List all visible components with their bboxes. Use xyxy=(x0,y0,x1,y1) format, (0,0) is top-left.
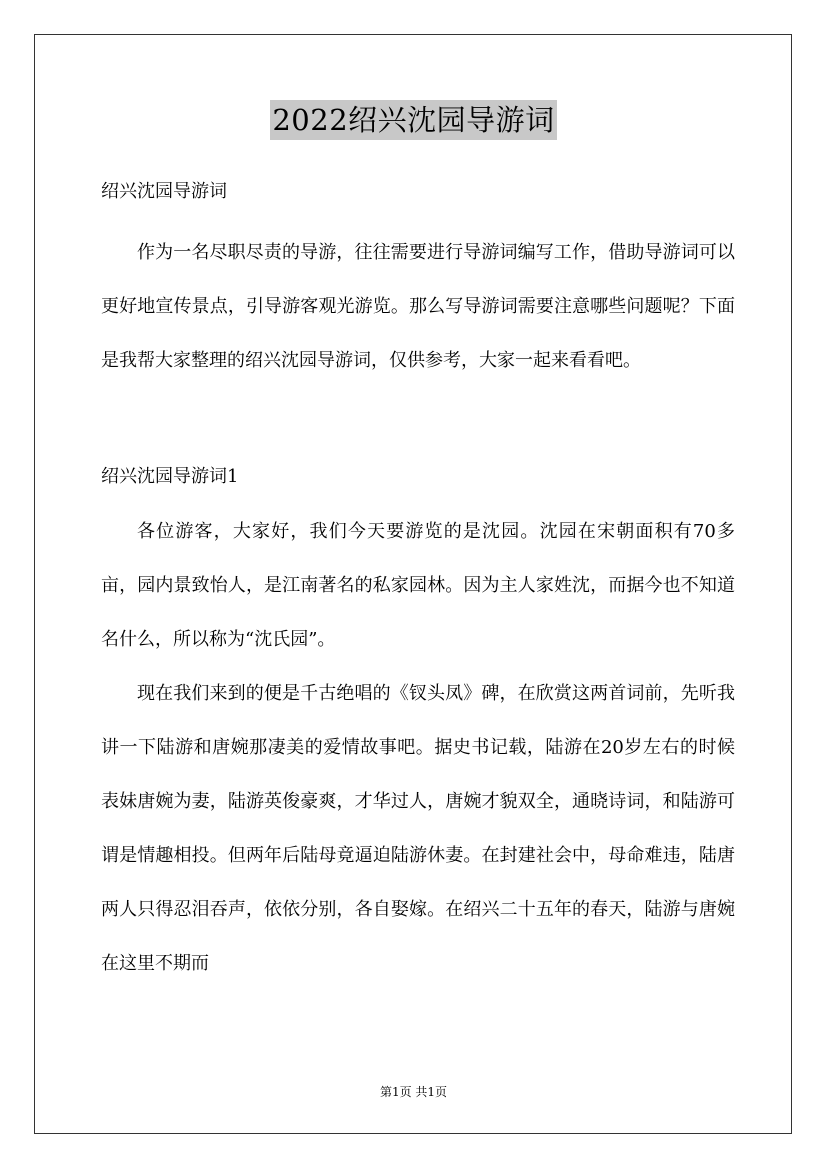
title-container xyxy=(0,100,827,140)
body-paragraph-2: 现在我们来到的便是千古绝唱的《钗头凤》碑，在欣赏这两首词前，先听我讲一下陆游和唐婉那凄美的爱情故事吧。据史书记载，陆游在20岁左右的时候表妹唐婉为妻，陆游英俊豪爽，才华过人，唐婉才貌双全，通晓诗词，和陆游可谓是情趣相投。但两年后陆母竟逼迫陆游休妻。在封建社会中，母命难违，陆唐两人只得忍泪吞声，依依分别，各自娶嫁。在绍兴二十五年的春天，陆游与唐婉在这里不期而 xyxy=(101,683,735,974)
section-heading-intro: 绍兴沈园导游词 xyxy=(101,181,227,202)
document-title: 2022绍兴沈园导游词 xyxy=(270,100,556,140)
section-heading-1: 绍兴沈园导游词1 xyxy=(101,466,239,487)
intro-paragraph: 作为一名尽职尽责的导游，往往需要进行导游词编写工作，借助导游词可以更好地宣传景点，引导游客观光游览。那么写导游词需要注意哪些问题呢？下面是我帮大家整理的绍兴沈园导游词，仅供参考，大家一起来看看吧。 xyxy=(101,242,735,371)
page-footer: 第1页 共1页 xyxy=(379,1085,448,1099)
document-body xyxy=(101,172,735,991)
body-paragraph-1: 各位游客，大家好，我们今天要游览的是沈园。沈园在宋朝面积有70多亩，园内景致怡人，是江南著名的私家园林。因为主人家姓沈，而据今也不知道名什么，所以称为“沈氏园”。 xyxy=(101,521,735,650)
